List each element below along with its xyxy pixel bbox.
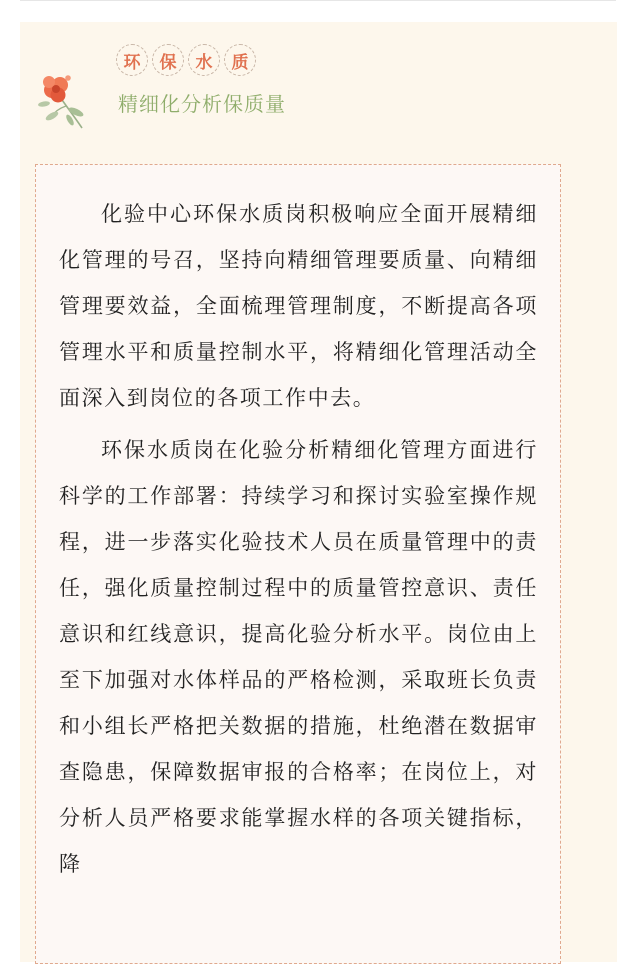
title-badges: [116, 44, 256, 76]
title-badge-char: 质: [224, 44, 256, 76]
title-badge-char: 环: [116, 44, 148, 76]
title-badge-char: 保: [152, 44, 184, 76]
flower-icon: [36, 60, 88, 132]
section-subtitle: 精细化分析保质量: [118, 92, 286, 116]
article-paragraph: 环保水质岗在化验分析精细化管理方面进行科学的工作部署：持续学习和探讨实验室操作规程，进一步落实化验技术人员在质量管理中的责任，强化质量控制过程中的质量管控意识、责任意识和红线意识，提高化验分析水平。岗位由上至下加强对水体样品的严格检测，采取班长负责和小组长严格把关数据的措施，杜绝潜在数据审查隐患，保障数据审报的合格率；在岗位上，对分析人员严格要求能掌握水样的各项关键指标，降: [59, 438, 538, 876]
article-text-box: [35, 164, 561, 964]
top-divider: [20, 0, 616, 1]
title-badge-char: 水: [188, 44, 220, 76]
article-paragraph: 化验中心环保水质岗积极响应全面开展精细化管理的号召，坚持向精细管理要质量、向精细管理要效益，全面梳理管理制度，不断提高各项管理水平和质量控制水平，将精细化管理活动全面深入到岗位的各项工作中去。: [59, 202, 538, 410]
